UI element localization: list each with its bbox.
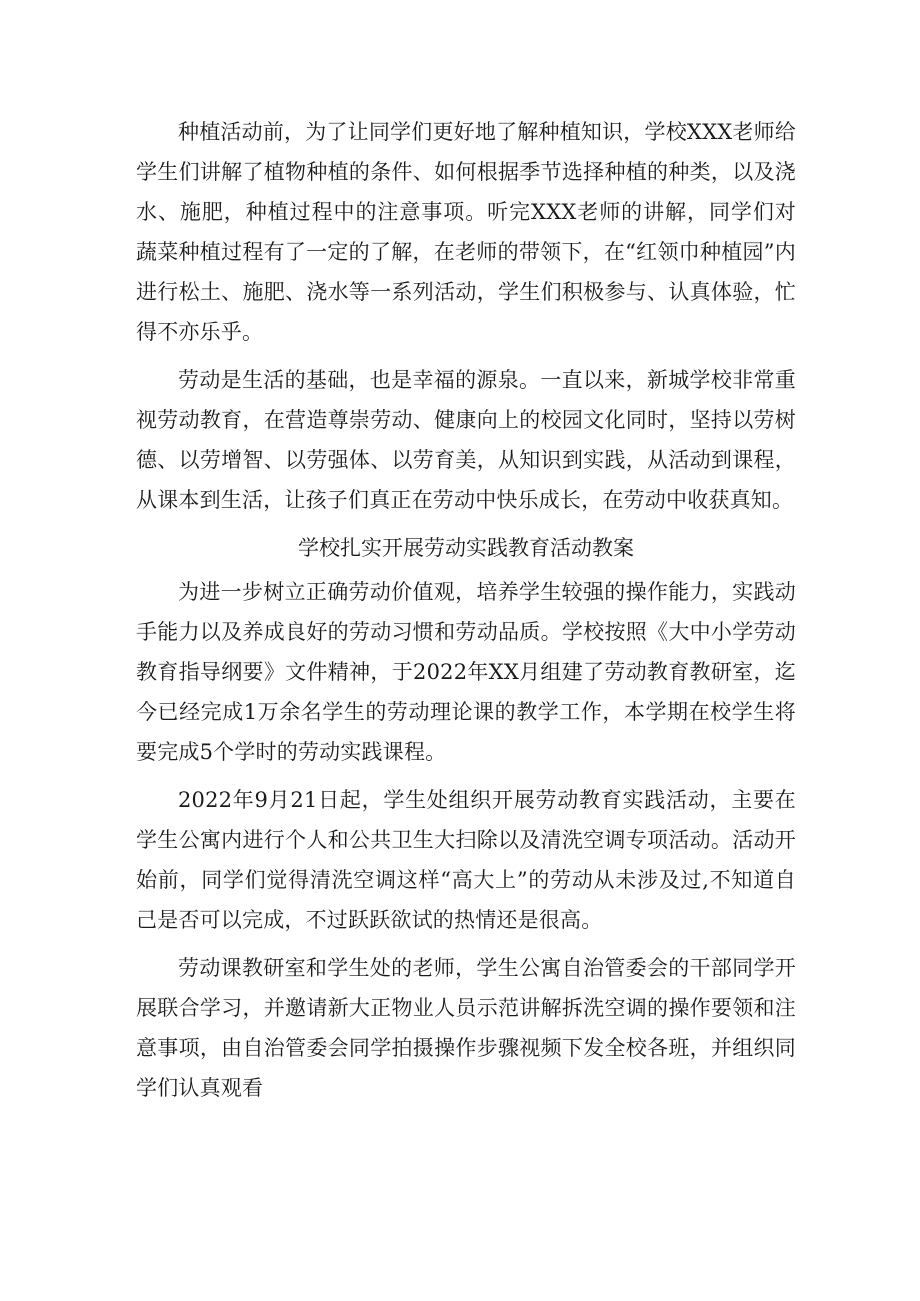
paragraph-labor-values: 为进一步树立正确劳动价值观，培养学生较强的操作能力，实践动手能力以及养成良好的劳动习惯和劳动品质。学校按照《大中小学劳动教育指导纲要》文件精神，于2022年XX月组建了劳动教育教研室，迄今已经完成1万余名学生的劳动理论课的教学工作，本学期在校学生将要完成5个学时的劳动实践课程。 xyxy=(136,580,796,764)
paragraph-labor-education: 劳动是生活的基础，也是幸福的源泉。一直以来，新城学校非常重视劳动教育，在营造尊崇劳动、健康向上的校园文化同时，坚持以劳树德、以劳增智、以劳强体、以劳育美，从知识到实践，从活动到课程，从课本到生活，让孩子们真正在劳动中快乐成长，在劳动中收获真知。 xyxy=(136,368,796,512)
paragraph-planting-intro: 种植活动前，为了让同学们更好地了解种植知识，学校XXX老师给学生们讲解了植物种植的条件、如何根据季节选择种植的种类，以及浇水、施肥，种植过程中的注意事项。听完XXX老师的讲解，同学们对蔬菜种植过程有了一定的了解，在老师的带领下，在“红领巾种植园”内进行松土、施肥、浇水等一系列活动，学生们积极参与、认真体验，忙得不亦乐乎。 xyxy=(136,120,796,344)
paragraph-joint-study: 劳动课教研室和学生处的老师，学生公寓自治管委会的干部同学开展联合学习，并邀请新大正物业人员示范讲解拆洗空调的操作要领和注意事项，由自治管委会同学拍摄操作步骤视频下发全校各班，并组织同学们认真观看 xyxy=(136,956,796,1100)
document-body xyxy=(136,112,796,1108)
paragraph-cleaning-activity: 2022年9月21日起，学生处组织开展劳动教育实践活动，主要在学生公寓内进行个人和公共卫生大扫除以及清洗空调专项活动。活动开始前，同学们觉得清洗空调这样“高大上”的劳动从未涉及过,不知道自己是否可以完成，不过跃跃欲试的热情还是很高。 xyxy=(136,788,796,932)
section-title: 学校扎实开展劳动实践教育活动教案 xyxy=(298,536,634,560)
